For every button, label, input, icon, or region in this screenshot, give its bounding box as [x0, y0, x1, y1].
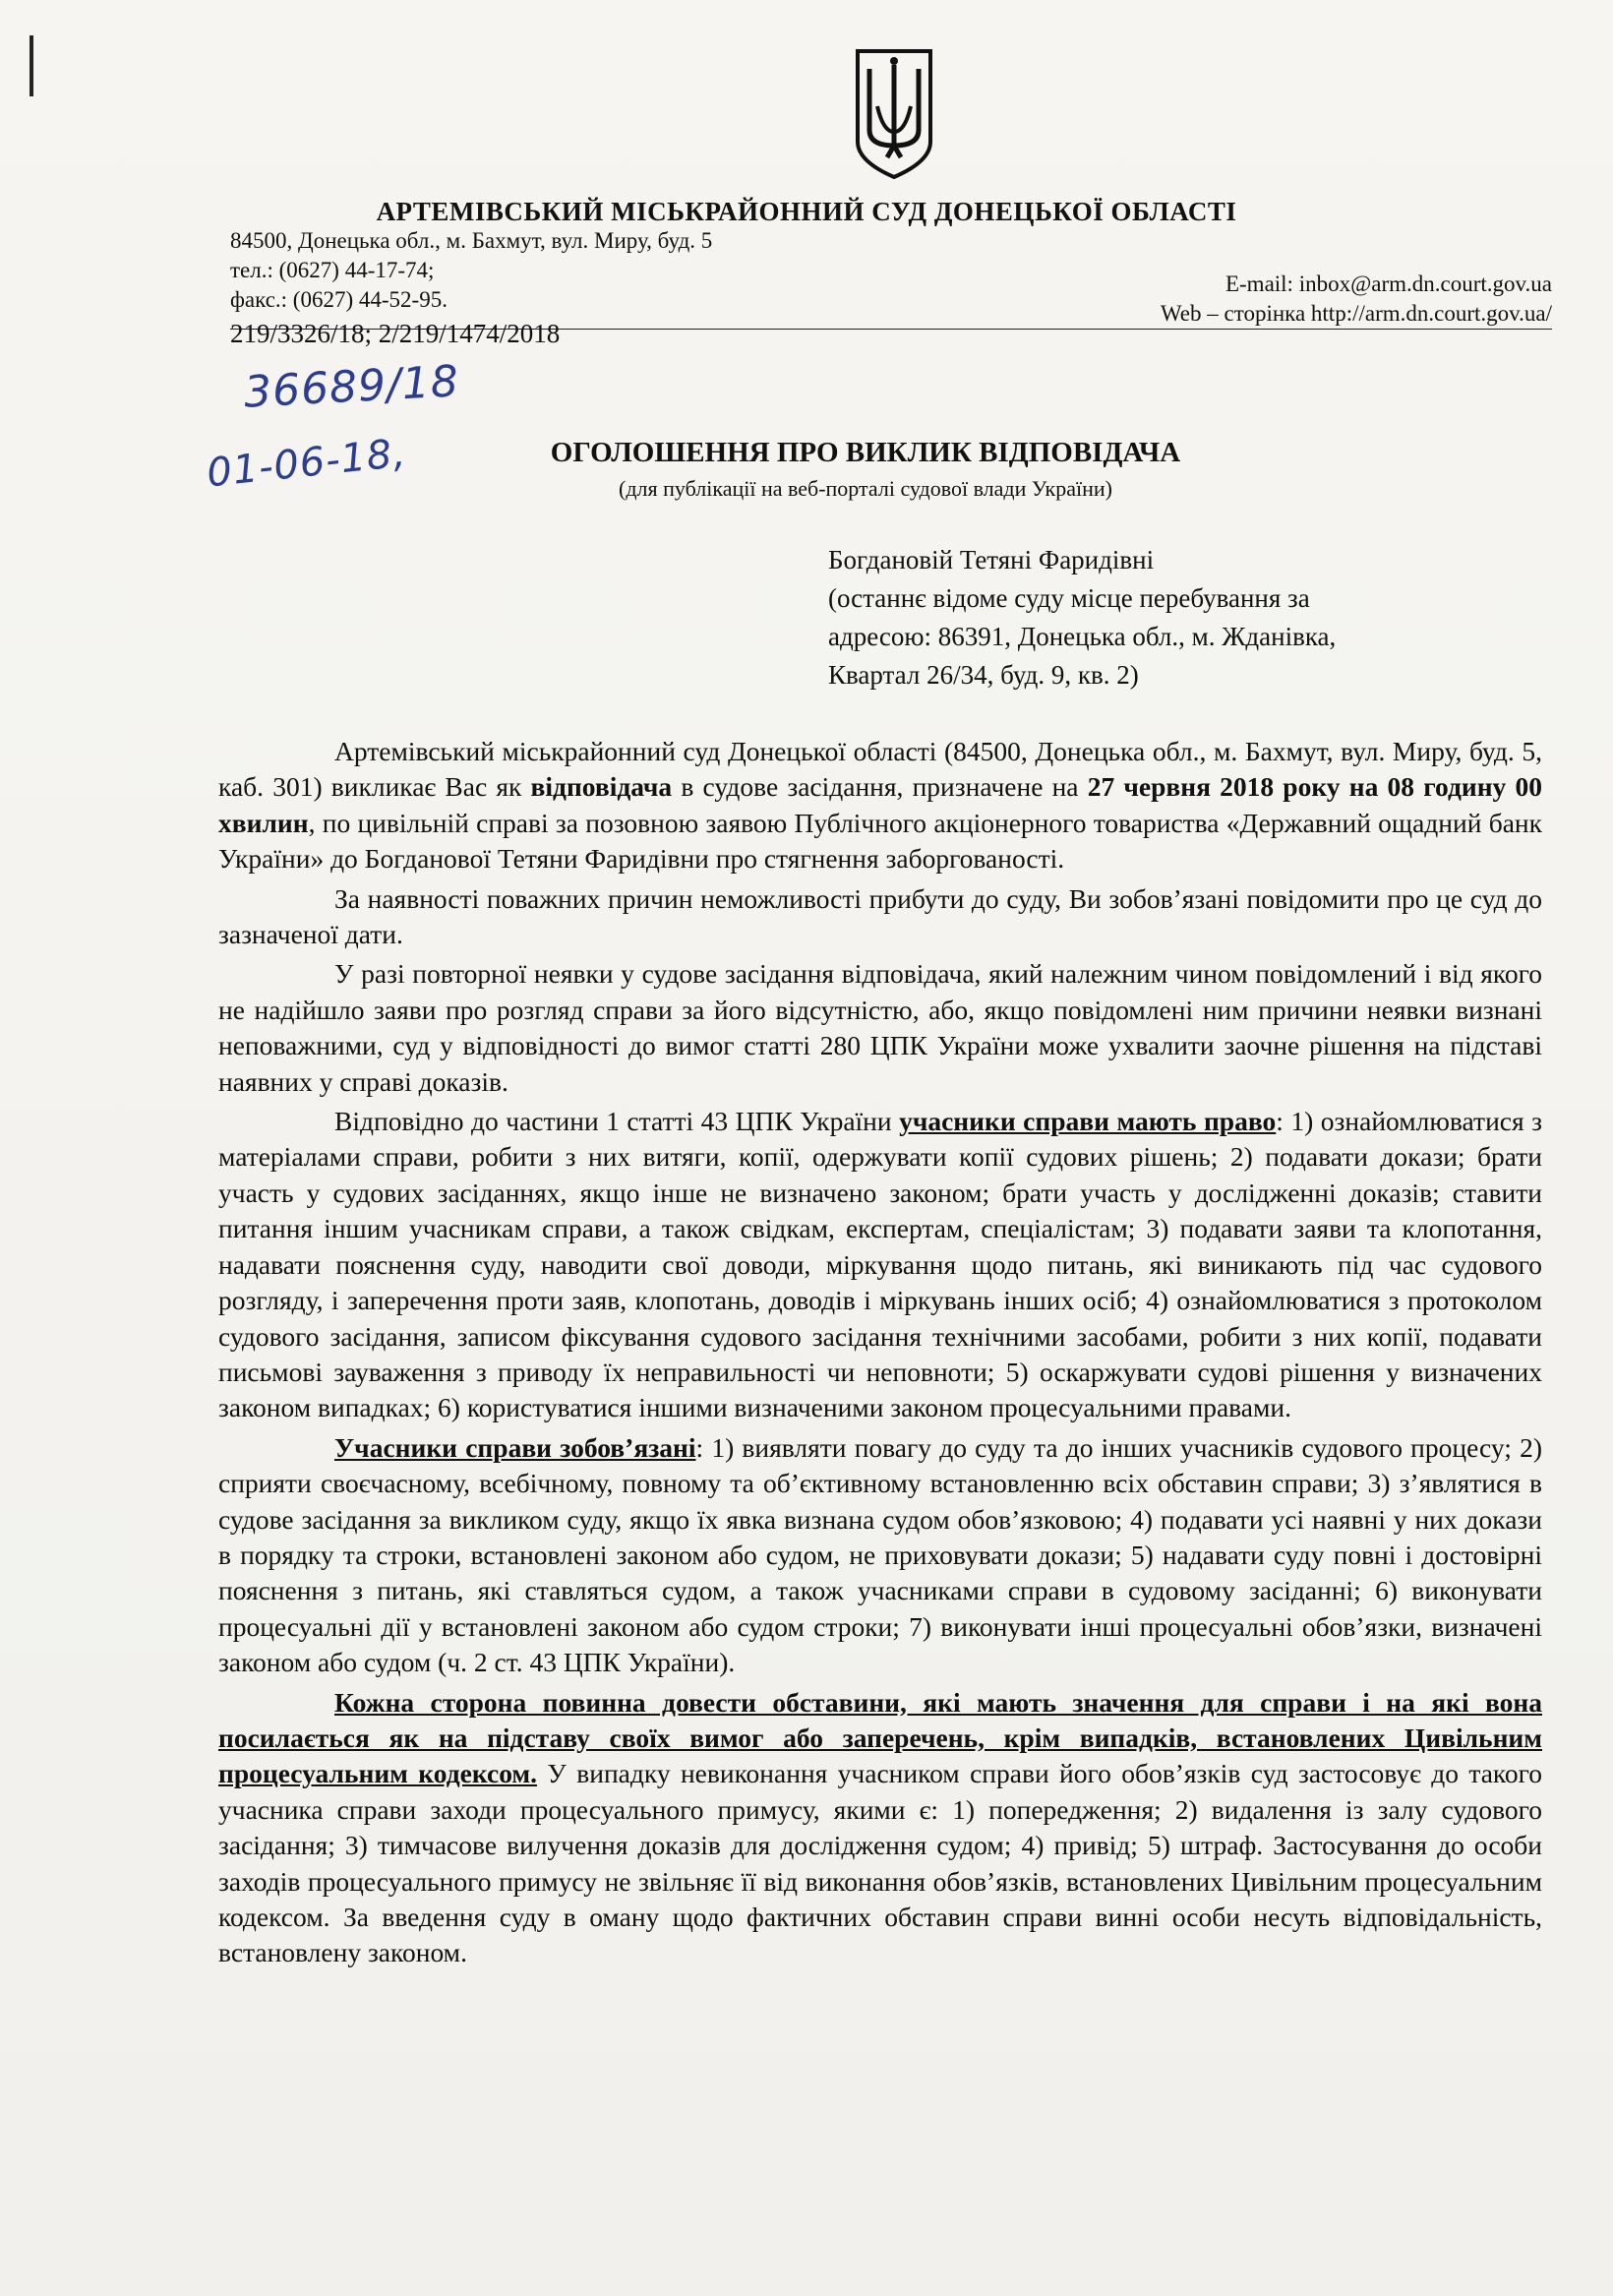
underlined-heading: Кожна сторона повинна довести обставини, які мають значення для справи і на які вона посилається як на підставу своїх вимог або заперечень, крім випадків, встановлених Цивільним процесуальним кодексом. — [218, 1686, 1542, 1789]
text-span: : 1) ознайомлюватися з матеріалами справи, робити з них витяги, копії, одержувати копії судових рішень; 2) подавати докази; брати участь у судових засіданнях, якщо інше не визначено законом; брати участь у дослідженні доказів; ставити питання іншим учасникам справи, а також свідкам, експертам, спеціалістам; 3) подавати заяви та клопотання, надавати пояснення суду, наводити свої доводи, міркування щодо питань, які виникають під час судового розгляду, і заперечення проти заяв, клопотань, доводів і міркувань інших осіб; 4) ознайомлюватися з протоколом судового засідання, записом фіксування судового засідання технічними засобами, робити з них копії, подавати письмові зауваження з приводу їх неправильності чи неповноти; 5) оскаржувати судові рішення у визначених законом випадках; 6) користуватися іншими визначеними законом процесуальними правами. — [218, 1106, 1542, 1423]
recipient-address-line: адресою: 86391, Донецька обл., м. Жданівка, — [828, 622, 1337, 651]
paragraph-obligations — [218, 1430, 1542, 1681]
case-numbers: 219/3326/18; 2/219/1474/2018 — [230, 319, 561, 348]
handwritten-date: 01-06-18, — [205, 430, 409, 497]
text-span: Артемівський міськрайонний суд Донецької області (84500, Донецька обл., м. Бахмут, вул. Миру, буд. 5, каб. 301) викликає Вас як — [218, 736, 1542, 803]
court-name: АРТЕМІВСЬКИЙ МІСЬКРАЙОННИЙ СУД ДОНЕЦЬКОЇ ОБЛАСТІ — [376, 197, 1237, 226]
bold-text: відповідача — [530, 771, 673, 803]
court-website: Web – сторінка http://arm.dn.court.gov.ua/ — [1160, 301, 1552, 326]
underlined-heading: учасники справи мають право — [899, 1106, 1277, 1137]
recipient-name: Богдановій Тетяні Фаридівні — [828, 545, 1155, 574]
trident-emblem-icon — [854, 47, 934, 181]
paragraph-notify: За наявності поважних причин неможливості прибути до суду, Ви зобов’язані повідомити про це суд до зазначеної дати. — [218, 882, 1542, 950]
recipient-address-line: (останнє відоме суду місце перебування за — [828, 583, 1310, 613]
text-span: Відповідно до частини 1 статті 43 ЦПК України — [334, 1106, 900, 1137]
paragraph-burden-of-proof — [218, 1685, 1542, 1971]
margin-mark — [30, 35, 33, 96]
court-address: 84500, Донецька обл., м. Бахмут, вул. Миру, буд. 5 — [230, 228, 713, 253]
underlined-heading: Учасники справи зобов’язані — [334, 1431, 696, 1463]
handwritten-registration-number: 36689/18 — [242, 356, 460, 418]
text-span: в судове засідання, призначене на — [672, 771, 1088, 803]
paragraph-summons — [218, 734, 1542, 877]
notice-subtitle: (для публікації на веб-порталі судової влади України) — [619, 476, 1112, 501]
text-span: : 1) виявляти повагу до суду та до інших учасників судового процесу; 2) сприяти своєчасному, всебічному, повному та об’єктивному встановленню всіх обставин справи; 3) з’являтися в судове засідання за викликом суду, якщо їх явка визнана судом обов’язковою; 4) подавати усі наявні у них докази в порядку та строки, встановлені законом або судом, не приховувати докази; 5) надавати суду повні і достовірні пояснення з питань, які ставляться судом, а також учасниками справи в судовому засіданні; 6) виконувати процесуальні дії у встановлені законом або судом строки; 7) виконувати інші процесуальні обов’язки, визначені законом або судом (ч. 2 ст. 43 ЦПК України). — [218, 1431, 1542, 1678]
court-fax: факс.: (0627) 44-52-95. — [230, 287, 448, 312]
notice-body — [218, 734, 1542, 1971]
recipient-block — [828, 541, 1536, 695]
text-span: , по цивільній справі за позовною заявою Публічного акціонерного товариства «Державний ощадний банк України» до Богданової Тетяни Фаридівни про стягнення заборгованості. — [218, 807, 1542, 875]
recipient-address-line: Квартал 26/34, буд. 9, кв. 2) — [828, 660, 1139, 690]
court-phone: тел.: (0627) 44-17-74; — [230, 258, 435, 282]
paragraph-rights — [218, 1104, 1542, 1426]
hearing-datetime: 27 червня 2018 року на 08 годину 00 хвилин — [218, 771, 1542, 838]
notice-title: ОГОЛОШЕННЯ ПРО ВИКЛИК ВІДПОВІДАЧА — [550, 437, 1181, 468]
court-email: E-mail: inbox@arm.dn.court.gov.ua — [1225, 272, 1552, 296]
paragraph-default-judgment: У разі повторної неявки у судове засідання відповідача, який належним чином повідомлений і від якого не надійшло заяви про розгляд справи за його відсутністю, або, якщо повідомлені ним причини неявки визнані неповажними, суд у відповідності до вимог статті 280 ЦПК України може ухвалити заочне рішення на підставі наявних у справі доказів. — [218, 958, 1542, 1097]
text-span: У випадку невиконання учасником справи його обов’язків суд застосовує до такого учасника справи заходи процесуального примусу, якими є: 1) попередження; 2) видалення із залу судового засідання; 3) тимчасове вилучення доказів для дослідження судом; 4) привід; 5) штраф. Застосування до особи заходів процесуального примусу не звільняє її від виконання обов’язків, встановлених Цивільним процесуальним кодексом. За введення суду в оману щодо фактичних обставин справи винні особи несуть відповідальність, встановлену законом. — [218, 1758, 1542, 1968]
